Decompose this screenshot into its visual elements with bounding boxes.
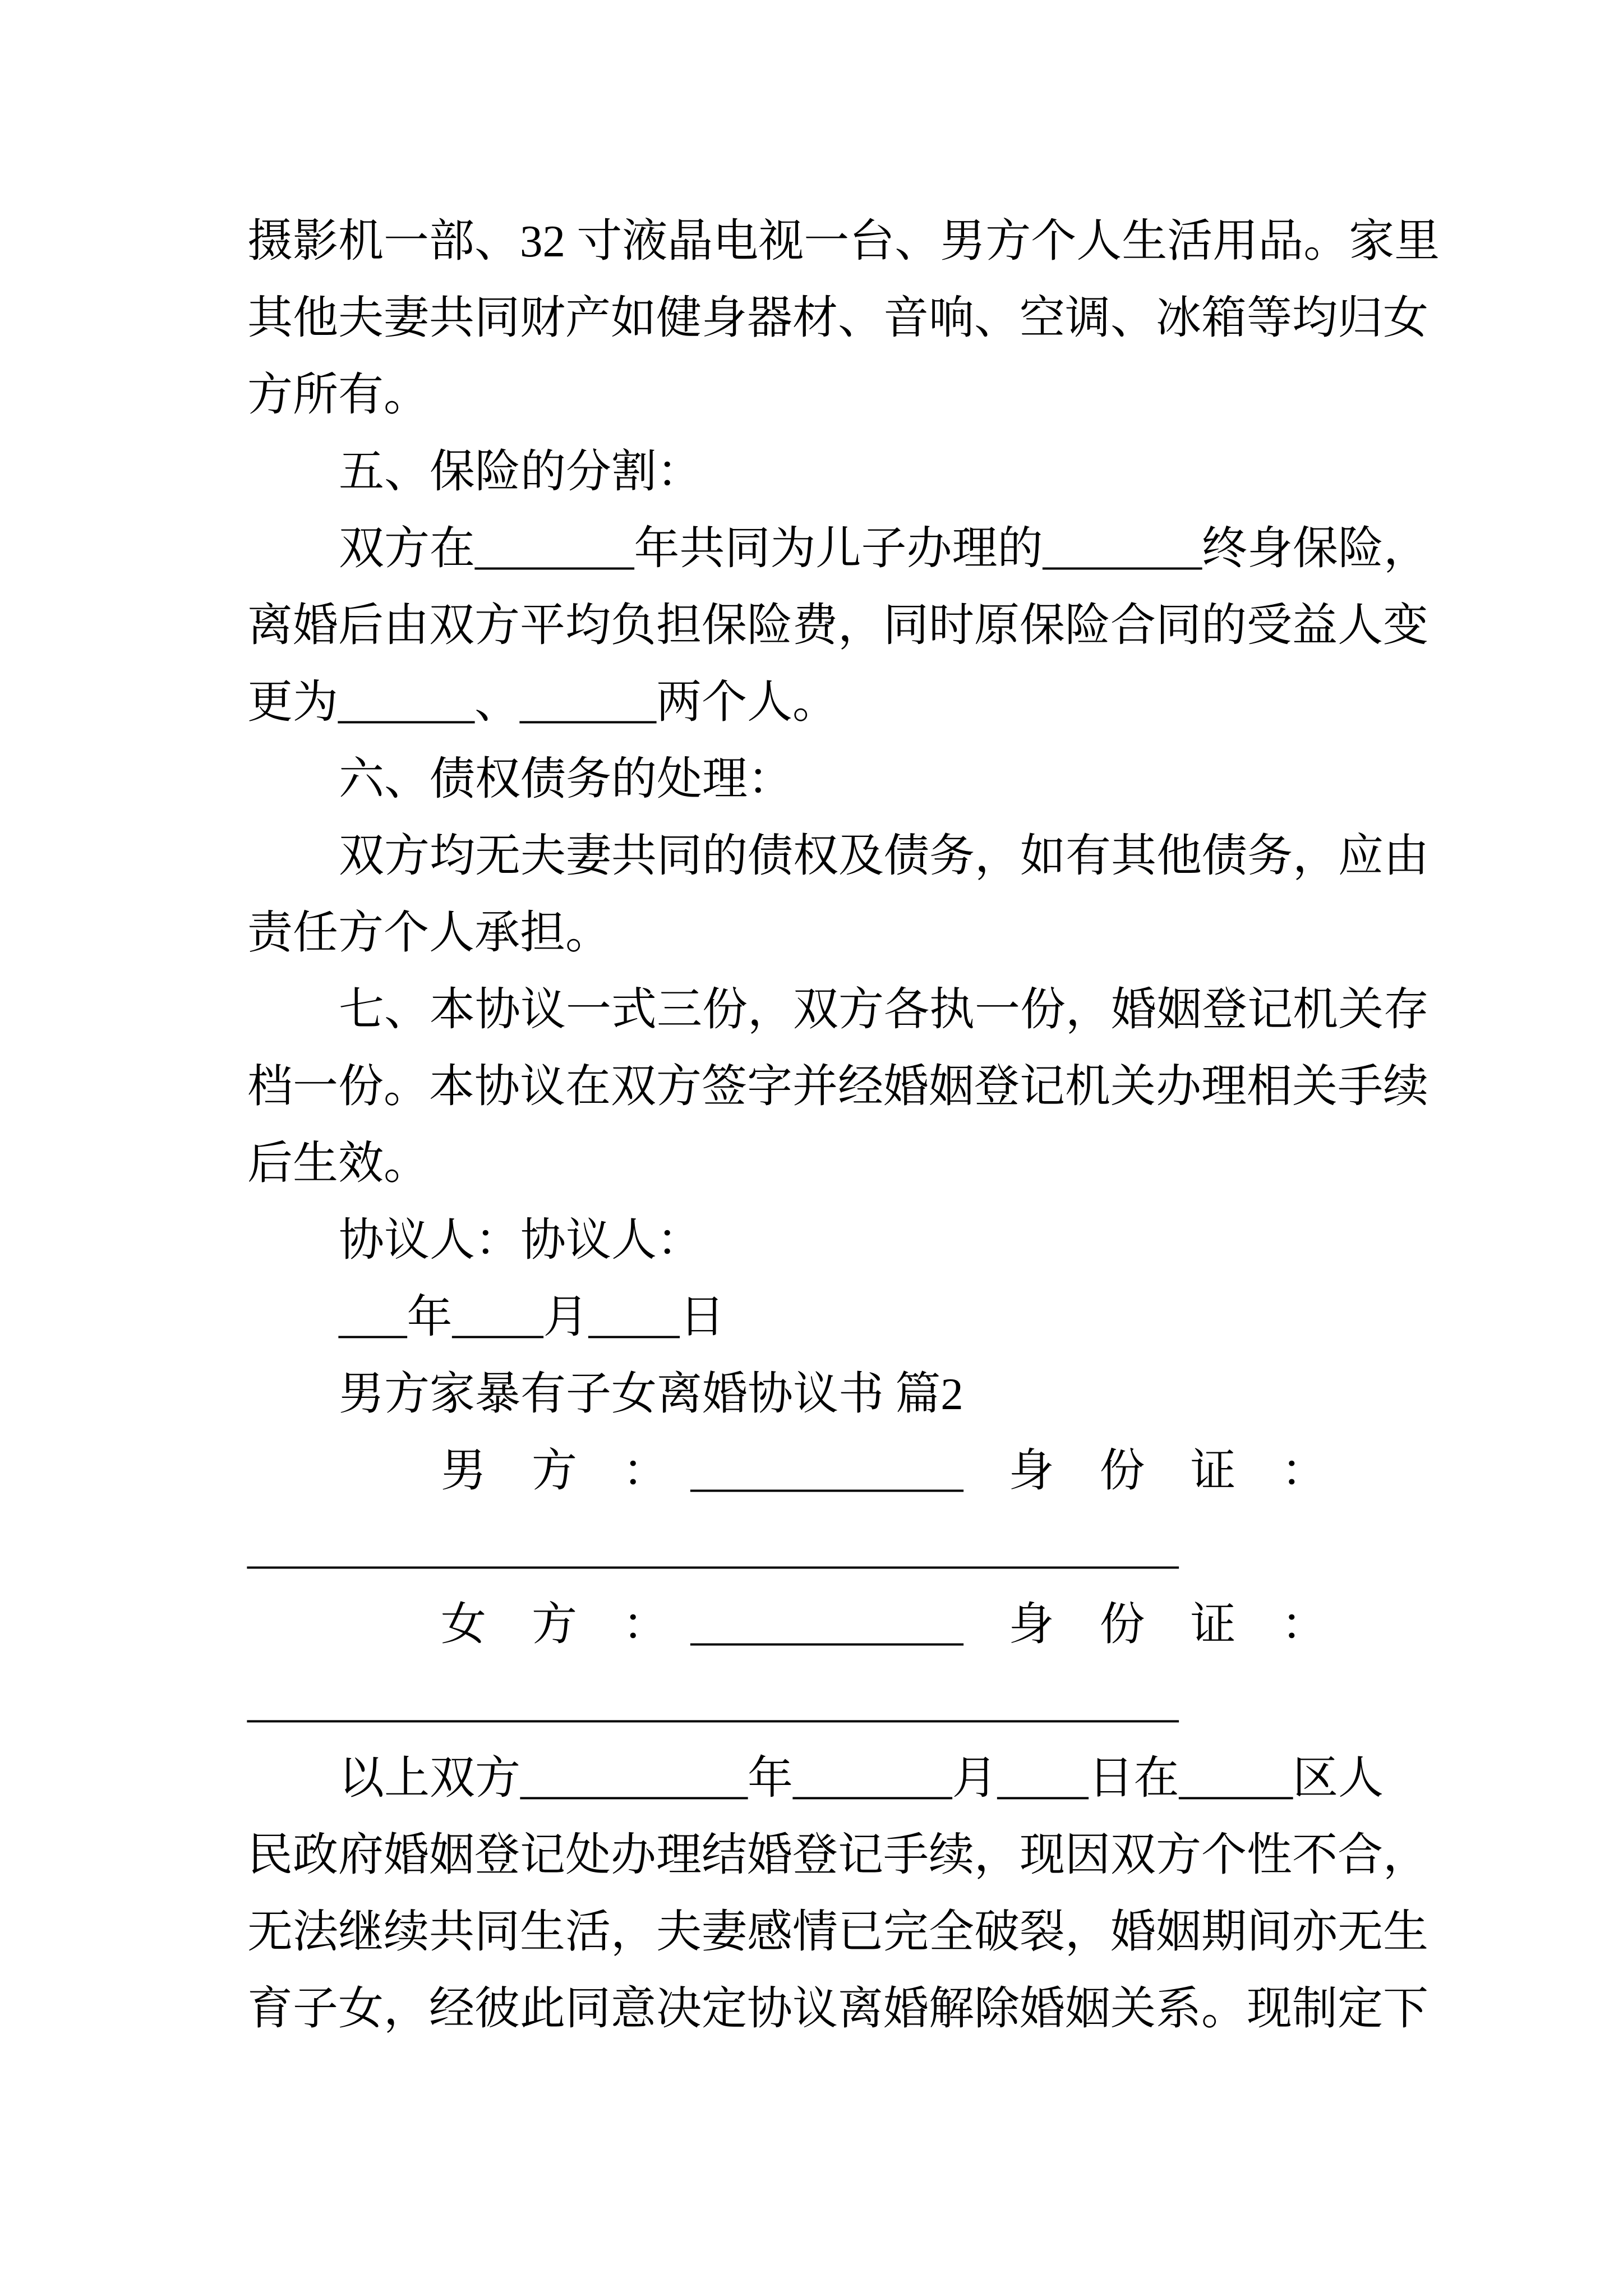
- agreement-text-block: [247, 203, 1440, 2047]
- underscore-row-1: _________________________________________: [247, 1522, 1179, 1573]
- line-relationship-broken: 无法继续共同生活，夫妻感情已完全破裂，婚姻期间亦无生: [247, 1907, 1429, 1957]
- line-no-children: 育子女，经彼此同意决定协议离婚解除婚姻关系。现制定下: [247, 1984, 1429, 2034]
- line-debts-end: 责任方个人承担。: [247, 908, 611, 958]
- line-effective: 后生效。: [247, 1138, 430, 1189]
- heading-insurance-split: 五、保险的分割：: [339, 447, 703, 497]
- line-counterparts: 七、本协议一式三份，双方各执一份，婚姻登记机关存: [339, 984, 1430, 1035]
- line-property-end: 方所有。: [247, 370, 430, 420]
- line-property-shared: 其他夫妻共同财产如健身器材、音响、空调、冰箱等均归女: [247, 293, 1429, 343]
- line-date-blanks: ___年____月____日: [339, 1292, 725, 1342]
- line-beneficiary-blanks: 更为______、______两个人。: [247, 677, 838, 728]
- line-property-tv: 摄影机一部、32 寸液晶电视一台、男方个人生活用品。家里: [247, 216, 1440, 266]
- line-wife-id: 女 方 ： ____________ 身 份 证 ：: [441, 1599, 1327, 1650]
- line-insurance-premium: 离婚后由双方平均负担保险费，同时原保险合同的受益人变: [247, 600, 1429, 651]
- line-registration-date: 以上双方__________年_______月____日在_____区人: [339, 1753, 1384, 1803]
- title-agreement-part-2: 男方家暴有子女离婚协议书 篇2: [339, 1369, 963, 1419]
- line-debts-none: 双方均无夫妻共同的债权及债务，如有其他债务，应由: [339, 831, 1430, 881]
- line-husband-id: 男 方 ： ____________ 身 份 证 ：: [441, 1446, 1327, 1496]
- line-insurance-year-blank: 双方在_______年共同为儿子办理的_______终身保险，: [339, 523, 1430, 574]
- line-registration-cont: 民政府婚姻登记处办理结婚登记手续，现因双方个性不合，: [247, 1830, 1429, 1880]
- line-counterparts-cont: 档一份。本协议在双方签字并经婚姻登记机关办理相关手续: [247, 1061, 1429, 1112]
- heading-debts: 六、债权债务的处理：: [339, 754, 794, 804]
- line-signatories: 协议人：协议人：: [339, 1215, 703, 1266]
- underscore-row-2: _________________________________________: [247, 1676, 1179, 1727]
